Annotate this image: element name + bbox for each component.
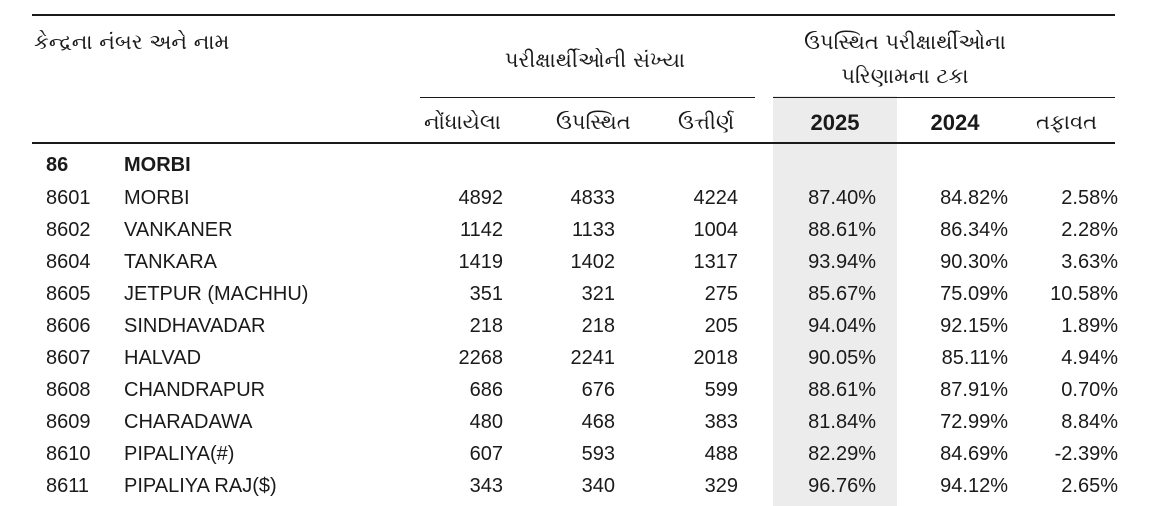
passed-count: 1317 (693, 251, 738, 273)
percent-difference: 2.65% (1061, 475, 1118, 497)
table-row (0, 343, 1158, 375)
percent-difference: 0.70% (1061, 379, 1118, 401)
passed-count: 329 (704, 475, 738, 497)
center-name: CHANDRAPUR (124, 379, 266, 401)
year-2024-header: 2024 (930, 110, 980, 135)
registered-count: 607 (469, 443, 503, 465)
center-name: MORBI (124, 187, 190, 209)
percent-difference: 4.94% (1061, 347, 1118, 369)
result-percent-header-line2: પરિણામના ટકા (841, 64, 969, 88)
percent-2024: 92.15% (940, 315, 1008, 337)
passed-count: 205 (704, 315, 738, 337)
candidates-count-header: પરીક્ષાર્થીઓની સંખ્યા (504, 48, 686, 72)
table-row (0, 311, 1158, 343)
registered-count: 351 (469, 283, 503, 305)
year-2025-header: 2025 (810, 110, 860, 135)
district-name: MORBI (124, 154, 191, 176)
percent-2024: 84.82% (940, 187, 1008, 209)
registered-count: 4892 (458, 187, 503, 209)
registered-count: 218 (469, 315, 503, 337)
registered-count: 686 (469, 379, 503, 401)
table-row (0, 183, 1158, 215)
table-row (0, 439, 1158, 471)
percent-2025: 82.29% (808, 443, 876, 465)
center-code: 8602 (46, 219, 91, 241)
table-row (0, 279, 1158, 311)
appeared-count: 1402 (570, 251, 615, 273)
center-code: 8604 (46, 251, 91, 273)
table-row (0, 215, 1158, 247)
appeared-column-header: ઉપસ્થિત (556, 110, 631, 134)
center-name: PIPALIYA(#) (124, 443, 235, 465)
center-name: VANKANER (124, 219, 233, 241)
center-code: 8608 (46, 379, 91, 401)
center-code: 8606 (46, 315, 91, 337)
percent-2025: 81.84% (808, 411, 876, 433)
percent-2024: 86.34% (940, 219, 1008, 241)
registered-count: 343 (469, 475, 503, 497)
district-row (0, 150, 1158, 182)
percent-2025: 88.61% (808, 219, 876, 241)
difference-column-header: તફાવત (1036, 110, 1098, 134)
registered-count: 480 (469, 411, 503, 433)
center-name: PIPALIYA RAJ($) (124, 475, 277, 497)
appeared-count: 218 (581, 315, 615, 337)
percent-subheader-rule (773, 97, 1115, 98)
percent-difference: 2.58% (1061, 187, 1118, 209)
percent-2025: 87.40% (808, 187, 876, 209)
percent-2025: 88.61% (808, 379, 876, 401)
percent-2025: 85.67% (808, 283, 876, 305)
appeared-count: 340 (581, 475, 615, 497)
candidates-subheader-rule (420, 97, 755, 98)
center-code: 8601 (46, 187, 91, 209)
center-name: JETPUR (MACHHU) (124, 283, 309, 305)
center-name: TANKARA (124, 251, 217, 273)
percent-2025: 93.94% (808, 251, 876, 273)
appeared-count: 1133 (571, 219, 615, 241)
percent-2024: 94.12% (940, 475, 1008, 497)
passed-count: 488 (704, 443, 738, 465)
percent-2024: 75.09% (940, 283, 1008, 305)
percent-2024: 72.99% (940, 411, 1008, 433)
percent-2025: 94.04% (808, 315, 876, 337)
registered-count: 1142 (459, 219, 503, 241)
header-bottom-rule (32, 142, 1115, 144)
center-code: 8610 (46, 443, 91, 465)
percent-difference: 3.63% (1061, 251, 1118, 273)
percent-difference: -2.39% (1054, 443, 1118, 465)
center-name: SINDHAVADAR (124, 315, 266, 337)
appeared-count: 2241 (570, 347, 615, 369)
percent-2024: 85.11% (941, 347, 1008, 369)
appeared-count: 468 (581, 411, 615, 433)
center-code: 8609 (46, 411, 91, 433)
center-code: 8607 (46, 347, 91, 369)
percent-2024: 87.91% (940, 379, 1008, 401)
percent-difference: 8.84% (1061, 411, 1118, 433)
passed-count: 383 (704, 411, 738, 433)
passed-column-header: ઉત્તીર્ણ (678, 110, 735, 134)
percent-difference: 1.89% (1061, 315, 1118, 337)
percent-2025: 90.05% (808, 347, 876, 369)
passed-count: 1004 (693, 219, 738, 241)
district-code: 86 (46, 154, 69, 176)
passed-count: 2018 (693, 347, 738, 369)
table-row (0, 247, 1158, 279)
top-rule (32, 14, 1115, 16)
appeared-count: 4833 (570, 187, 615, 209)
table-row (0, 375, 1158, 407)
result-percent-header-line1: ઉપસ્થિત પરીક્ષાર્થીઓના (804, 30, 1006, 54)
table-row (0, 407, 1158, 439)
center-number-name-header: કેન્દ્રના નંબર અને નામ (34, 30, 230, 54)
passed-count: 599 (704, 379, 738, 401)
appeared-count: 593 (581, 443, 615, 465)
appeared-count: 676 (581, 379, 615, 401)
percent-difference: 2.28% (1061, 219, 1118, 241)
percent-2024: 90.30% (940, 251, 1008, 273)
percent-2024: 84.69% (940, 443, 1008, 465)
percent-difference: 10.58% (1050, 283, 1118, 305)
registered-column-header: નોંધાયેલા (424, 110, 501, 134)
table-row (0, 471, 1158, 503)
center-name: HALVAD (124, 347, 202, 369)
center-code: 8605 (46, 283, 91, 305)
center-code: 8611 (46, 475, 90, 497)
passed-count: 275 (704, 283, 738, 305)
appeared-count: 321 (581, 283, 615, 305)
center-name: CHARADAWA (124, 411, 253, 433)
registered-count: 1419 (458, 251, 503, 273)
percent-2025: 96.76% (808, 475, 876, 497)
passed-count: 4224 (693, 187, 738, 209)
registered-count: 2268 (458, 347, 503, 369)
